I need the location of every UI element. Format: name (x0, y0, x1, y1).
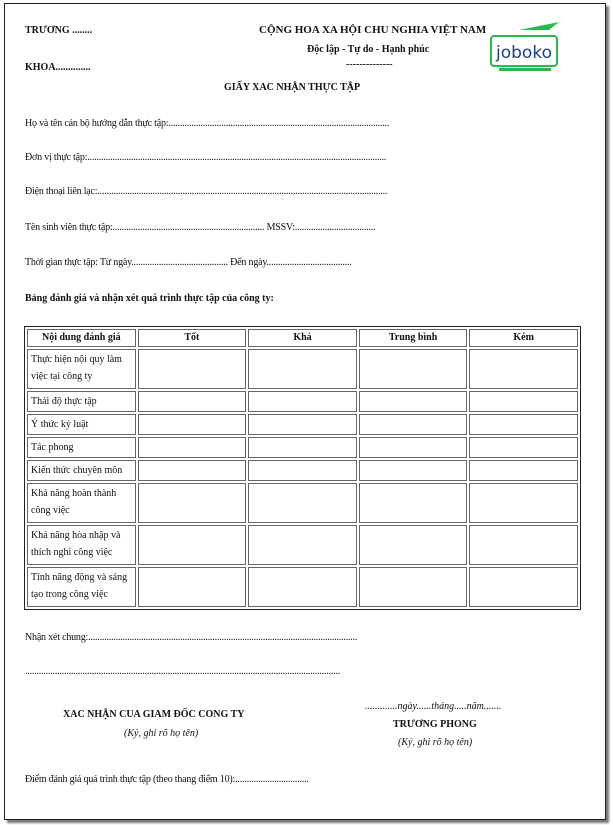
criterion-label: Ý thức kỷ luật (27, 414, 136, 435)
rating-cell[interactable] (359, 525, 468, 565)
unit-field: Đơn vị thực tập:.................................................................................................................................. (25, 152, 387, 163)
rating-cell[interactable] (359, 460, 468, 481)
table-row (27, 349, 578, 389)
director-title: XAC NHẬN CUA GIAM ĐỐC CONG TY (63, 709, 245, 720)
col-header: Trung bình (359, 329, 468, 347)
table-row (27, 483, 578, 523)
rating-cell[interactable] (138, 349, 247, 389)
criterion-label: Tính năng động và sáng tạo trong công việc (27, 567, 136, 607)
rating-cell[interactable] (248, 525, 357, 565)
col-header: Kém (469, 329, 578, 347)
rating-cell[interactable] (469, 567, 578, 607)
nation-title: CỘNG HOA XA HỘI CHU NGHIA VIỆT NAM (259, 24, 487, 36)
criterion-label: Khả năng hoàn thành công việc (27, 483, 136, 523)
school-label: TRƯƠNG ........ (25, 25, 93, 36)
rating-cell[interactable] (469, 460, 578, 481)
director-sign-note: (Ký, ghi rõ họ tên) (124, 728, 199, 739)
joboko-logo (489, 20, 562, 76)
faculty-label: KHOA.............. (25, 62, 91, 73)
table-row (27, 414, 578, 435)
document-title: GIẤY XAC NHẬN THỰC TẬP (224, 82, 361, 93)
document-page (4, 3, 606, 820)
rating-cell[interactable] (248, 349, 357, 389)
logo-text: joboko (496, 43, 552, 63)
rating-cell[interactable] (138, 567, 247, 607)
rating-cell[interactable] (248, 567, 357, 607)
rating-cell[interactable] (469, 437, 578, 458)
rating-cell[interactable] (359, 567, 468, 607)
rating-cell[interactable] (138, 483, 247, 523)
table-row (27, 460, 578, 481)
rating-cell[interactable] (359, 349, 468, 389)
rating-cell[interactable] (248, 460, 357, 481)
rating-cell[interactable] (138, 414, 247, 435)
rating-cell[interactable] (138, 437, 247, 458)
comments-label: Nhận xét chung:..................................................................................................................... (25, 632, 358, 643)
rating-cell[interactable] (469, 483, 578, 523)
table-row (27, 391, 578, 412)
rating-cell[interactable] (469, 349, 578, 389)
rating-cell[interactable] (359, 437, 468, 458)
score-field: Điểm đánh giá quá trình thực tập (theo thang điểm 10):................................ (25, 774, 309, 785)
student-field: Tên sinh viên thực tập:.................................................................. MSSV:................................... (25, 222, 376, 233)
rating-cell[interactable] (359, 414, 468, 435)
rating-cell[interactable] (248, 437, 357, 458)
table-header-row (27, 329, 578, 347)
evaluation-table (24, 326, 581, 610)
rating-cell[interactable] (359, 391, 468, 412)
rating-cell[interactable] (138, 460, 247, 481)
motto: Độc lập - Tự do - Hạnh phúc (307, 44, 430, 55)
rating-cell[interactable] (138, 391, 247, 412)
rating-cell[interactable] (469, 525, 578, 565)
head-title: TRƯƠNG PHONG (393, 719, 477, 730)
rating-cell[interactable] (359, 483, 468, 523)
col-header: Khá (248, 329, 357, 347)
rating-cell[interactable] (469, 391, 578, 412)
motto-rule: -------------- (346, 59, 393, 70)
table-row (27, 567, 578, 607)
time-field: Thời gian thực tập: Từ ngày.......................................... Đến ngày..................................... (25, 257, 352, 268)
col-header: Tốt (138, 329, 247, 347)
head-sign-note: (Ký, ghi rõ họ tên) (398, 737, 473, 748)
rating-cell[interactable] (248, 414, 357, 435)
table-row (27, 525, 578, 565)
criterion-label: Thực hiện nội quy làm việc tại công ty (27, 349, 136, 389)
phone-field: Điện thoại liên lạc:.............................................................................................................................. (25, 186, 388, 197)
criterion-label: Kiến thức chuyên môn (27, 460, 136, 481)
criterion-label: Khả năng hòa nhập và thích nghi công việc (27, 525, 136, 565)
rating-cell[interactable] (138, 525, 247, 565)
col-header: Nội dung đánh giá (27, 329, 136, 347)
supervisor-field: Họ và tên cán bộ hướng dẫn thực tập:................................................................................................ (25, 118, 390, 129)
rating-cell[interactable] (248, 391, 357, 412)
rating-cell[interactable] (248, 483, 357, 523)
rating-cell[interactable] (469, 414, 578, 435)
criterion-label: Tác phong (27, 437, 136, 458)
comments-line: ......................................................................................................................................... (25, 666, 341, 677)
criterion-label: Thái độ thực tập (27, 391, 136, 412)
table-heading: Bảng đánh giá và nhận xét quá trình thực tập của công ty: (25, 293, 274, 304)
date-line: .............ngày......tháng.....năm....... (365, 701, 502, 712)
table-row (27, 437, 578, 458)
